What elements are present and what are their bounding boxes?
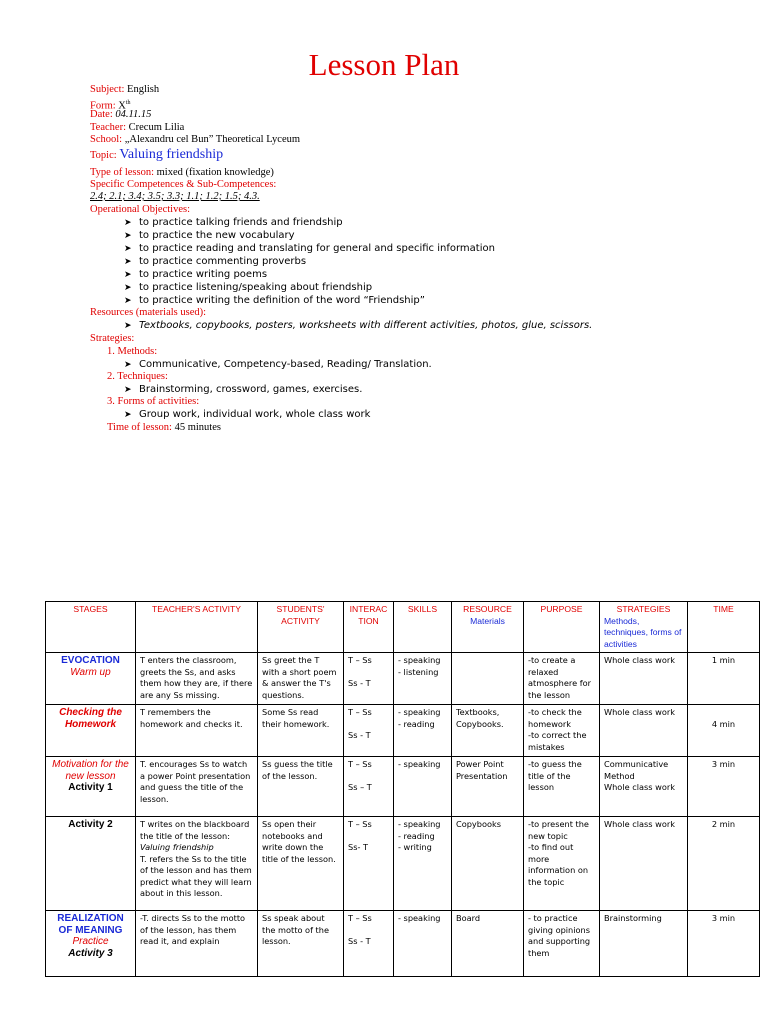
- strategies-cell: Whole class work: [600, 705, 688, 757]
- time-cell: 4 min: [688, 705, 760, 757]
- forms-label: 3. Forms of activities:: [107, 396, 200, 407]
- header-resource-sub: Materials: [470, 615, 505, 626]
- resource-cell: Textbooks, Copybooks.: [452, 705, 524, 757]
- purpose-cell: -to create a relaxed atmosphere for the lesson: [524, 653, 600, 705]
- page-title: Lesson Plan: [308, 47, 460, 82]
- purpose-cell: -to guess the title of the lesson: [524, 757, 600, 817]
- resources-item: ➤ Textbooks, copybooks, posters, worksheets with different activities, photos, glue, scissors.: [124, 320, 593, 331]
- interaction-cell: T – Ss Ss - T: [344, 705, 394, 757]
- skills-cell: - speaking - reading: [394, 705, 452, 757]
- stage-cell: Activity 2: [46, 817, 136, 911]
- resources-label: Resources (materials used):: [90, 307, 207, 318]
- strategies-cell: Whole class work: [600, 653, 688, 705]
- arrow-bullet-icon: ➤: [124, 231, 132, 241]
- techniques-item: ➤ Brainstorming, crossword, games, exercises.: [124, 384, 363, 395]
- time-label: Time of lesson:: [107, 422, 172, 433]
- objective-item: ➤ to practice reading and translating for general and specific information: [124, 243, 495, 254]
- date-label: Date:: [90, 109, 113, 120]
- techniques-label: 2. Techniques:: [107, 371, 168, 382]
- table-header-row: [46, 602, 760, 653]
- teacher-activity-cell: T writes on the blackboard the title of the lesson: Valuing friendship T. refers the Ss to the title of the lesson and has them predict what they will learn about in this lesson.: [136, 817, 258, 911]
- type-line: [90, 167, 274, 179]
- interaction-cell: T – Ss Ss - T: [344, 911, 394, 977]
- skills-cell: - speaking: [394, 757, 452, 817]
- forms-item: ➤ Group work, individual work, whole class work: [124, 409, 371, 420]
- objective-item: ➤ to practice the new vocabulary: [124, 230, 295, 241]
- header-interaction: INTERAC TION: [344, 602, 394, 653]
- purpose-cell: - to practice giving opinions and supporting them: [524, 911, 600, 977]
- students-activity-cell: Ss guess the title of the lesson.: [258, 757, 344, 817]
- objective-item: ➤ to practice listening/speaking about friendship: [124, 282, 373, 293]
- topic-value: Valuing friendship: [119, 147, 224, 162]
- date-value: 04.11.15: [115, 109, 152, 120]
- objective-item: ➤ to practice writing the definition of the word “Friendship”: [124, 295, 425, 306]
- table-row: [46, 705, 760, 757]
- header-purpose: PURPOSE: [524, 602, 600, 653]
- resource-cell: Copybooks: [452, 817, 524, 911]
- competences-label: Specific Competences & Sub-Competences:: [90, 179, 277, 190]
- teacher-label: Teacher:: [90, 122, 126, 133]
- arrow-bullet-icon: ➤: [124, 385, 132, 395]
- school-line: [90, 134, 300, 146]
- strategies-label: Strategies:: [90, 333, 135, 344]
- stage-cell: EVOCATION Warm up: [46, 653, 136, 705]
- arrow-bullet-icon: ➤: [124, 296, 132, 306]
- topic-line: [90, 149, 223, 162]
- header-resource: RESOURCE Materials: [452, 602, 524, 653]
- skills-cell: - speaking - reading - writing: [394, 817, 452, 911]
- subject-value: English: [127, 84, 160, 95]
- resource-cell: Board: [452, 911, 524, 977]
- resource-cell: Power Point Presentation: [452, 757, 524, 817]
- header-students-activity: STUDENTS' ACTIVITY: [258, 602, 344, 653]
- methods-item: ➤ Communicative, Competency-based, Reading/ Translation.: [124, 359, 432, 370]
- time-cell: 1 min: [688, 653, 760, 705]
- type-value: mixed (fixation knowledge): [156, 167, 274, 178]
- skills-cell: - speaking: [394, 911, 452, 977]
- form-superscript: th: [125, 100, 131, 106]
- purpose-cell: -to check the homework -to correct the mistakes: [524, 705, 600, 757]
- arrow-bullet-icon: ➤: [124, 270, 132, 280]
- table-row: [46, 911, 760, 977]
- strategies-cell: Whole class work: [600, 817, 688, 911]
- strategies-cell: Brainstorming: [600, 911, 688, 977]
- students-activity-cell: Ss speak about the motto of the lesson.: [258, 911, 344, 977]
- time-line: [107, 422, 221, 434]
- competences-value: 2.4; 2.1; 3.4; 3.5; 3.3; 1.1; 1.2; 1.5; 4.3.: [90, 191, 260, 202]
- header-teacher-activity: TEACHER'S ACTIVITY: [136, 602, 258, 653]
- skills-cell: - speaking - listening: [394, 653, 452, 705]
- arrow-bullet-icon: ➤: [124, 283, 132, 293]
- table-row: [46, 817, 760, 911]
- arrow-bullet-icon: ➤: [124, 257, 132, 267]
- lesson-plan-table: [45, 601, 760, 977]
- arrow-bullet-icon: ➤: [124, 244, 132, 254]
- topic-label: Topic:: [90, 150, 117, 161]
- arrow-bullet-icon: ➤: [124, 360, 132, 370]
- school-value: „Alexandru cel Bun” Theoretical Lyceum: [124, 134, 301, 145]
- students-activity-cell: Some Ss read their homework.: [258, 705, 344, 757]
- table-row: [46, 757, 760, 817]
- subject-line: [90, 84, 159, 96]
- interaction-cell: T – Ss Ss- T: [344, 817, 394, 911]
- header-stages: STAGES: [46, 602, 136, 653]
- strategies-cell: Communicative Method Whole class work: [600, 757, 688, 817]
- time-cell: 3 min: [688, 757, 760, 817]
- stage-cell: REALIZATION OF MEANING Practice Activity 3: [46, 911, 136, 977]
- objective-item: ➤ to practice writing poems: [124, 269, 268, 280]
- purpose-cell: -to present the new topic -to find out more information on the topic: [524, 817, 600, 911]
- objective-item: ➤ to practice commenting proverbs: [124, 256, 307, 267]
- teacher-line: [90, 122, 184, 134]
- time-value: 45 minutes: [174, 422, 221, 433]
- header-time: TIME: [688, 602, 760, 653]
- students-activity-cell: Ss open their notebooks and write down the title of the lesson.: [258, 817, 344, 911]
- header-strategies-sub: Methods, techniques, forms of activities: [604, 615, 682, 649]
- methods-label: 1. Methods:: [107, 346, 158, 357]
- form-value: X: [118, 100, 126, 112]
- arrow-bullet-icon: ➤: [124, 218, 132, 228]
- arrow-bullet-icon: ➤: [124, 321, 132, 331]
- stage-cell: Checking the Homework: [46, 705, 136, 757]
- teacher-activity-cell: T enters the classroom, greets the Ss, and asks them how they are, if there are any Ss missing.: [136, 653, 258, 705]
- table-row: [46, 653, 760, 705]
- time-cell: 3 min: [688, 911, 760, 977]
- teacher-activity-cell: -T. directs Ss to the motto of the lesson, has them read it, and explain: [136, 911, 258, 977]
- interaction-cell: T – Ss Ss – T: [344, 757, 394, 817]
- form-label: Form:: [90, 100, 116, 112]
- students-activity-cell: Ss greet the T with a short poem & answer the T's questions.: [258, 653, 344, 705]
- time-cell: 2 min: [688, 817, 760, 911]
- resource-cell: [452, 653, 524, 705]
- objective-item: ➤ to practice talking friends and friendship: [124, 217, 343, 228]
- stage-cell: Motivation for the new lesson Activity 1: [46, 757, 136, 817]
- teacher-activity-cell: T remembers the homework and checks it.: [136, 705, 258, 757]
- arrow-bullet-icon: ➤: [124, 410, 132, 420]
- header-skills: SKILLS: [394, 602, 452, 653]
- objectives-label: Operational Objectives:: [90, 204, 191, 215]
- teacher-activity-cell: T. encourages Ss to watch a power Point presentation and guess the title of the lesson.: [136, 757, 258, 817]
- school-label: School:: [90, 134, 123, 145]
- header-strategies: STRATEGIES Methods, techniques, forms of activities: [600, 602, 688, 653]
- date-line: [90, 109, 151, 121]
- type-label: Type of lesson:: [90, 167, 155, 178]
- subject-label: Subject:: [90, 84, 125, 95]
- teacher-value: Crecum Lilia: [128, 122, 185, 133]
- interaction-cell: T – Ss Ss - T: [344, 653, 394, 705]
